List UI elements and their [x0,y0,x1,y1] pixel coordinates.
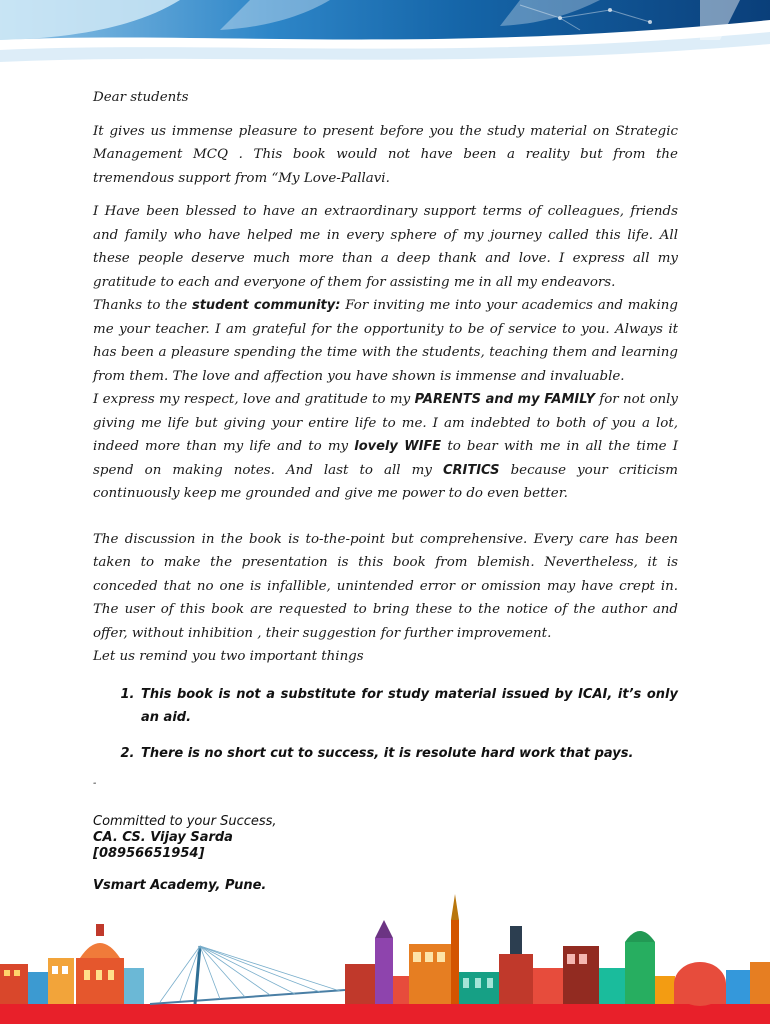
greeting: Dear students [93,90,189,105]
paragraph-thanks-parents: I express my respect, love and gratitude to my PARENTS and my FAMILY for not only giving me life but giving your entire life to me. I am indebted to both of you a lot, indeed more than my life and to my lovely WIFE to bear with me in all the time I spend on making notes. And last to all my CRITICS because your criticism continuously keep me grounded and give me power to do even better. [93,392,679,501]
paragraph-reminder: Let us remind you two important things [93,649,364,664]
paragraph-intro: It gives us immense pleasure to present before you the study material on Strategic Management MCQ . This book would not have been a reality but from the tremendous support from “My Love-Pallavi. [93,123,678,186]
note-item: 2. There is no short cut to success, it is resolute hard work that pays. [139,742,678,766]
organization-name: Vsmart Academy, Pune. [93,878,267,893]
author-phone: [08956651954] [93,846,205,861]
letter-body [93,86,678,797]
paragraph-thanks-students: Thanks to the student community: For inviting me into your academics and making me your teacher. I am grateful for the opportunity to be of service to you. Always it has been a pleasure spending the time with the students, teaching them and learning from them. The love and affection you have shown is immense and invaluable. [93,298,678,384]
paragraph-thanks-family: I Have been blessed to have an extraordinary support terms of colleagues, friends and family who have helped me in every sphere of my journey called this life. All these people deserve much more than a deep thank and love. I express all my gratitude to each and everyone of them for assisting me in all my endeavors. [93,204,678,290]
city-skyline-illustration [0,880,770,1024]
important-notes-list [93,683,678,766]
closing-line: Committed to your Success, [93,814,277,829]
paragraph-discussion: The discussion in the book is to-the-point but comprehensive. Every care has been taken to make the presentation is this book from blemish. Nevertheless, it is conceded that no one is infallible, unintended error or omission may have crept in. The user of this book are requested to bring these to the notice of the author and offer, without inhibition , their suggestion for further improvement. [93,531,678,641]
separator-dash: - [93,778,97,789]
author-name: CA. CS. Vijay Sarda [93,830,233,845]
header-banner [0,0,770,75]
note-item: 1. This book is not a substitute for study material issued by ICAI, it’s only an aid. [139,683,678,730]
